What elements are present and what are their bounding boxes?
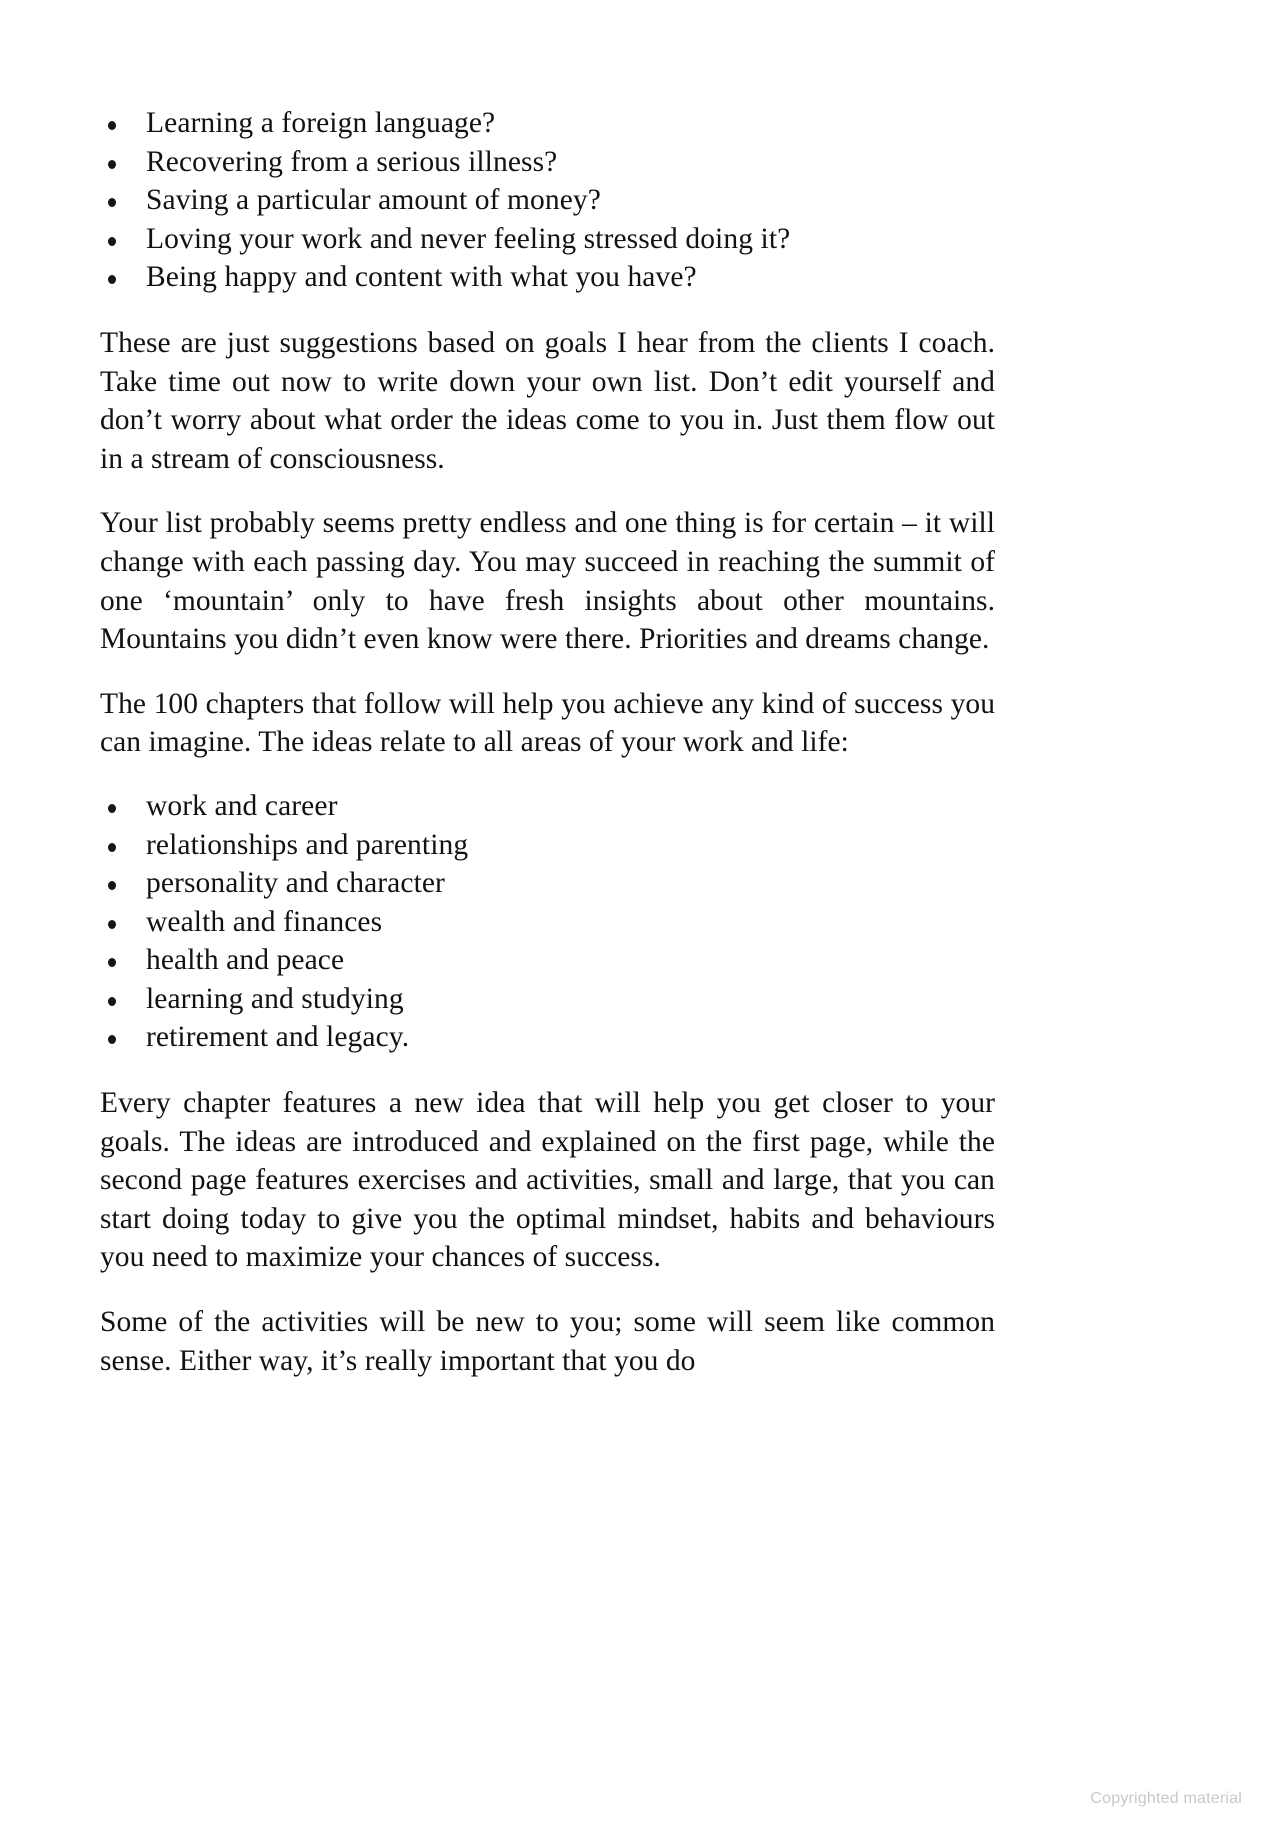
spacer — [100, 1057, 995, 1084]
list-item-text: learning and studying — [146, 982, 404, 1015]
list-item-text: Recovering from a serious illness? — [146, 145, 558, 178]
goals-bullet-list — [100, 104, 995, 297]
page-content — [100, 104, 995, 1380]
spacer — [100, 1277, 995, 1303]
list-item — [100, 787, 995, 826]
paragraph-hundred-chapters: The 100 chapters that follow will help you achieve any kind of success you can imagine. The ideas relate to all areas of your work and life: — [100, 687, 995, 759]
copyright-notice: Copyrighted material — [1090, 1790, 1242, 1807]
list-item-text: wealth and finances — [146, 905, 383, 938]
areas-bullet-list — [100, 787, 995, 1057]
list-item-text: Saving a particular amount of money? — [146, 184, 601, 217]
list-item-text: Being happy and content with what you have? — [146, 261, 697, 294]
list-item-text: relationships and parenting — [146, 828, 469, 861]
list-item-text: health and peace — [146, 944, 345, 977]
list-item — [100, 220, 995, 259]
list-item — [100, 826, 995, 865]
list-item — [100, 104, 995, 143]
paragraph-endless-list: Your list probably seems pretty endless and one thing is for certain – it will change with each passing day. You may succeed in reaching the summit of one ‘mountain’ only to have fresh insights about other mountains. Mountains you didn’t even know were there. Priorities and dreams change. — [100, 507, 995, 656]
list-item-text: work and career — [146, 789, 338, 822]
list-item-text: personality and character — [146, 867, 445, 900]
list-item — [100, 903, 995, 942]
spacer — [100, 659, 995, 685]
paragraph-every-chapter: Every chapter features a new idea that will help you get closer to your goals. The ideas are introduced and explained on the first page, while the second page features exercises and activities, small and large, that you can start doing today to give you the optimal mindset, habits and behaviours you need to maximize your chances of success. — [100, 1087, 995, 1274]
list-item — [100, 258, 995, 297]
paragraph-some-activities: Some of the activities will be new to you; some will seem like common sense. Either way, it’s really important that you do — [100, 1306, 995, 1377]
list-item-text: retirement and legacy. — [146, 1021, 410, 1054]
spacer — [100, 478, 995, 504]
list-item — [100, 181, 995, 220]
spacer — [100, 762, 995, 787]
list-item — [100, 1018, 995, 1057]
paragraph-suggestions: These are just suggestions based on goals I hear from the clients I coach. Take time out now to write down your own list. Don’t edit yourself and don’t worry about what order the ideas come to you in. Just them flow out in a stream of consciousness. — [100, 326, 995, 475]
list-item — [100, 143, 995, 182]
spacer — [100, 297, 995, 324]
list-item — [100, 941, 995, 980]
list-item — [100, 864, 995, 903]
list-item-text: Learning a foreign language? — [146, 107, 496, 139]
list-item-text: Loving your work and never feeling stressed doing it? — [146, 222, 791, 255]
list-item — [100, 980, 995, 1019]
